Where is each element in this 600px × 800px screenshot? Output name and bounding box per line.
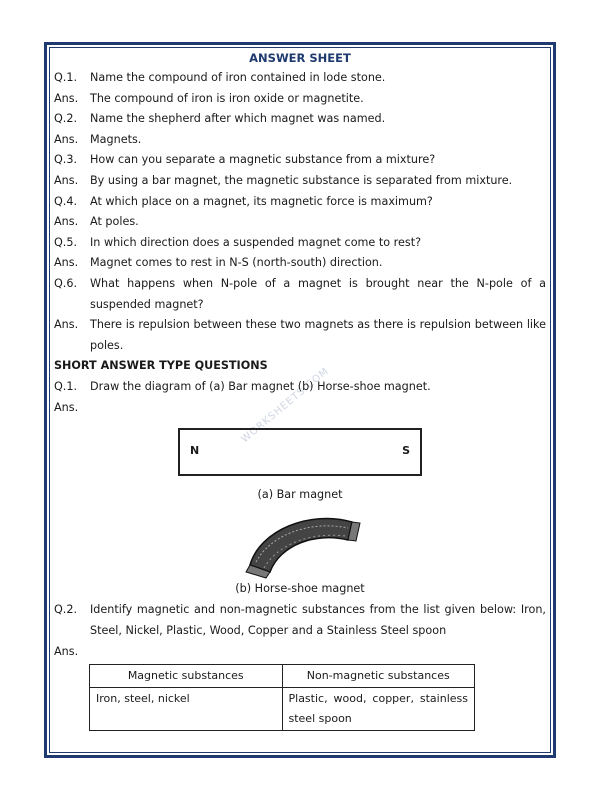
qa-row: Ans. [54, 400, 79, 414]
qa-row: Ans. Magnet comes to rest in N-S (north-south) direction. [54, 256, 383, 270]
qa-row: Q.4. At which place on a magnet, its magnetic force is maximum? [54, 194, 433, 208]
qa-row: Q.1. Name the compound of iron contained in lode stone. [54, 71, 386, 84]
watermark: WORKSHEETS.COM [239, 365, 332, 446]
south-pole-label: S [402, 444, 410, 457]
qa-row: Ans. [54, 645, 79, 658]
answer-sheet [54, 48, 546, 418]
qa-row: Q.3. How can you separate a magnetic substance from a mixture? [54, 153, 436, 167]
table-header-row [90, 665, 475, 688]
qa-row: Ans. The compound of iron is iron oxide or magnetite. [54, 91, 364, 105]
qa-row: Q.2. Identify magnetic and non-magnetic substances from the list given below: Iron, Steel, Nickel, Plastic, Wood, Copper and a Stainless Steel spoon [54, 603, 546, 637]
table-cell: Iron, steel, nickel [90, 688, 283, 731]
qa-row: Ans. Magnets. [54, 132, 142, 146]
horseshoe-magnet-diagram [240, 510, 370, 580]
qa-row: Ans. At poles. [54, 215, 139, 229]
table-header: Non-magnetic substances [282, 665, 475, 688]
qa-row: Q.2. Name the shepherd after which magnet was named. [54, 112, 386, 126]
qa-row: Ans. There is repulsion between these two magnets as there is repulsion between like poles. [54, 318, 546, 352]
table-row [90, 688, 475, 731]
substances-table [89, 664, 475, 731]
section-heading: SHORT ANSWER TYPE QUESTIONS [54, 359, 268, 373]
qa-row: Q.1. Draw the diagram of (a) Bar magnet (b) Horse-shoe magnet. [54, 379, 431, 393]
bar-magnet-diagram [178, 428, 422, 476]
horseshoe-caption: (b) Horse-shoe magnet [235, 582, 365, 595]
page-title: ANSWER SHEET [249, 51, 351, 65]
bar-magnet-caption: (a) Bar magnet [257, 488, 343, 501]
qa-row: Q.6. What happens when N-pole of a magnet is brought near the N-pole of a suspended magnet? [54, 276, 546, 311]
qa-row: Ans. By using a bar magnet, the magnetic substance is separated from mixture. [54, 173, 513, 187]
table-cell: Plastic, wood, copper, stainless steel spoon [282, 688, 475, 731]
table-header: Magnetic substances [90, 665, 283, 688]
north-pole-label: N [190, 444, 200, 457]
qa-row: Q.5. In which direction does a suspended magnet come to rest? [54, 235, 422, 249]
